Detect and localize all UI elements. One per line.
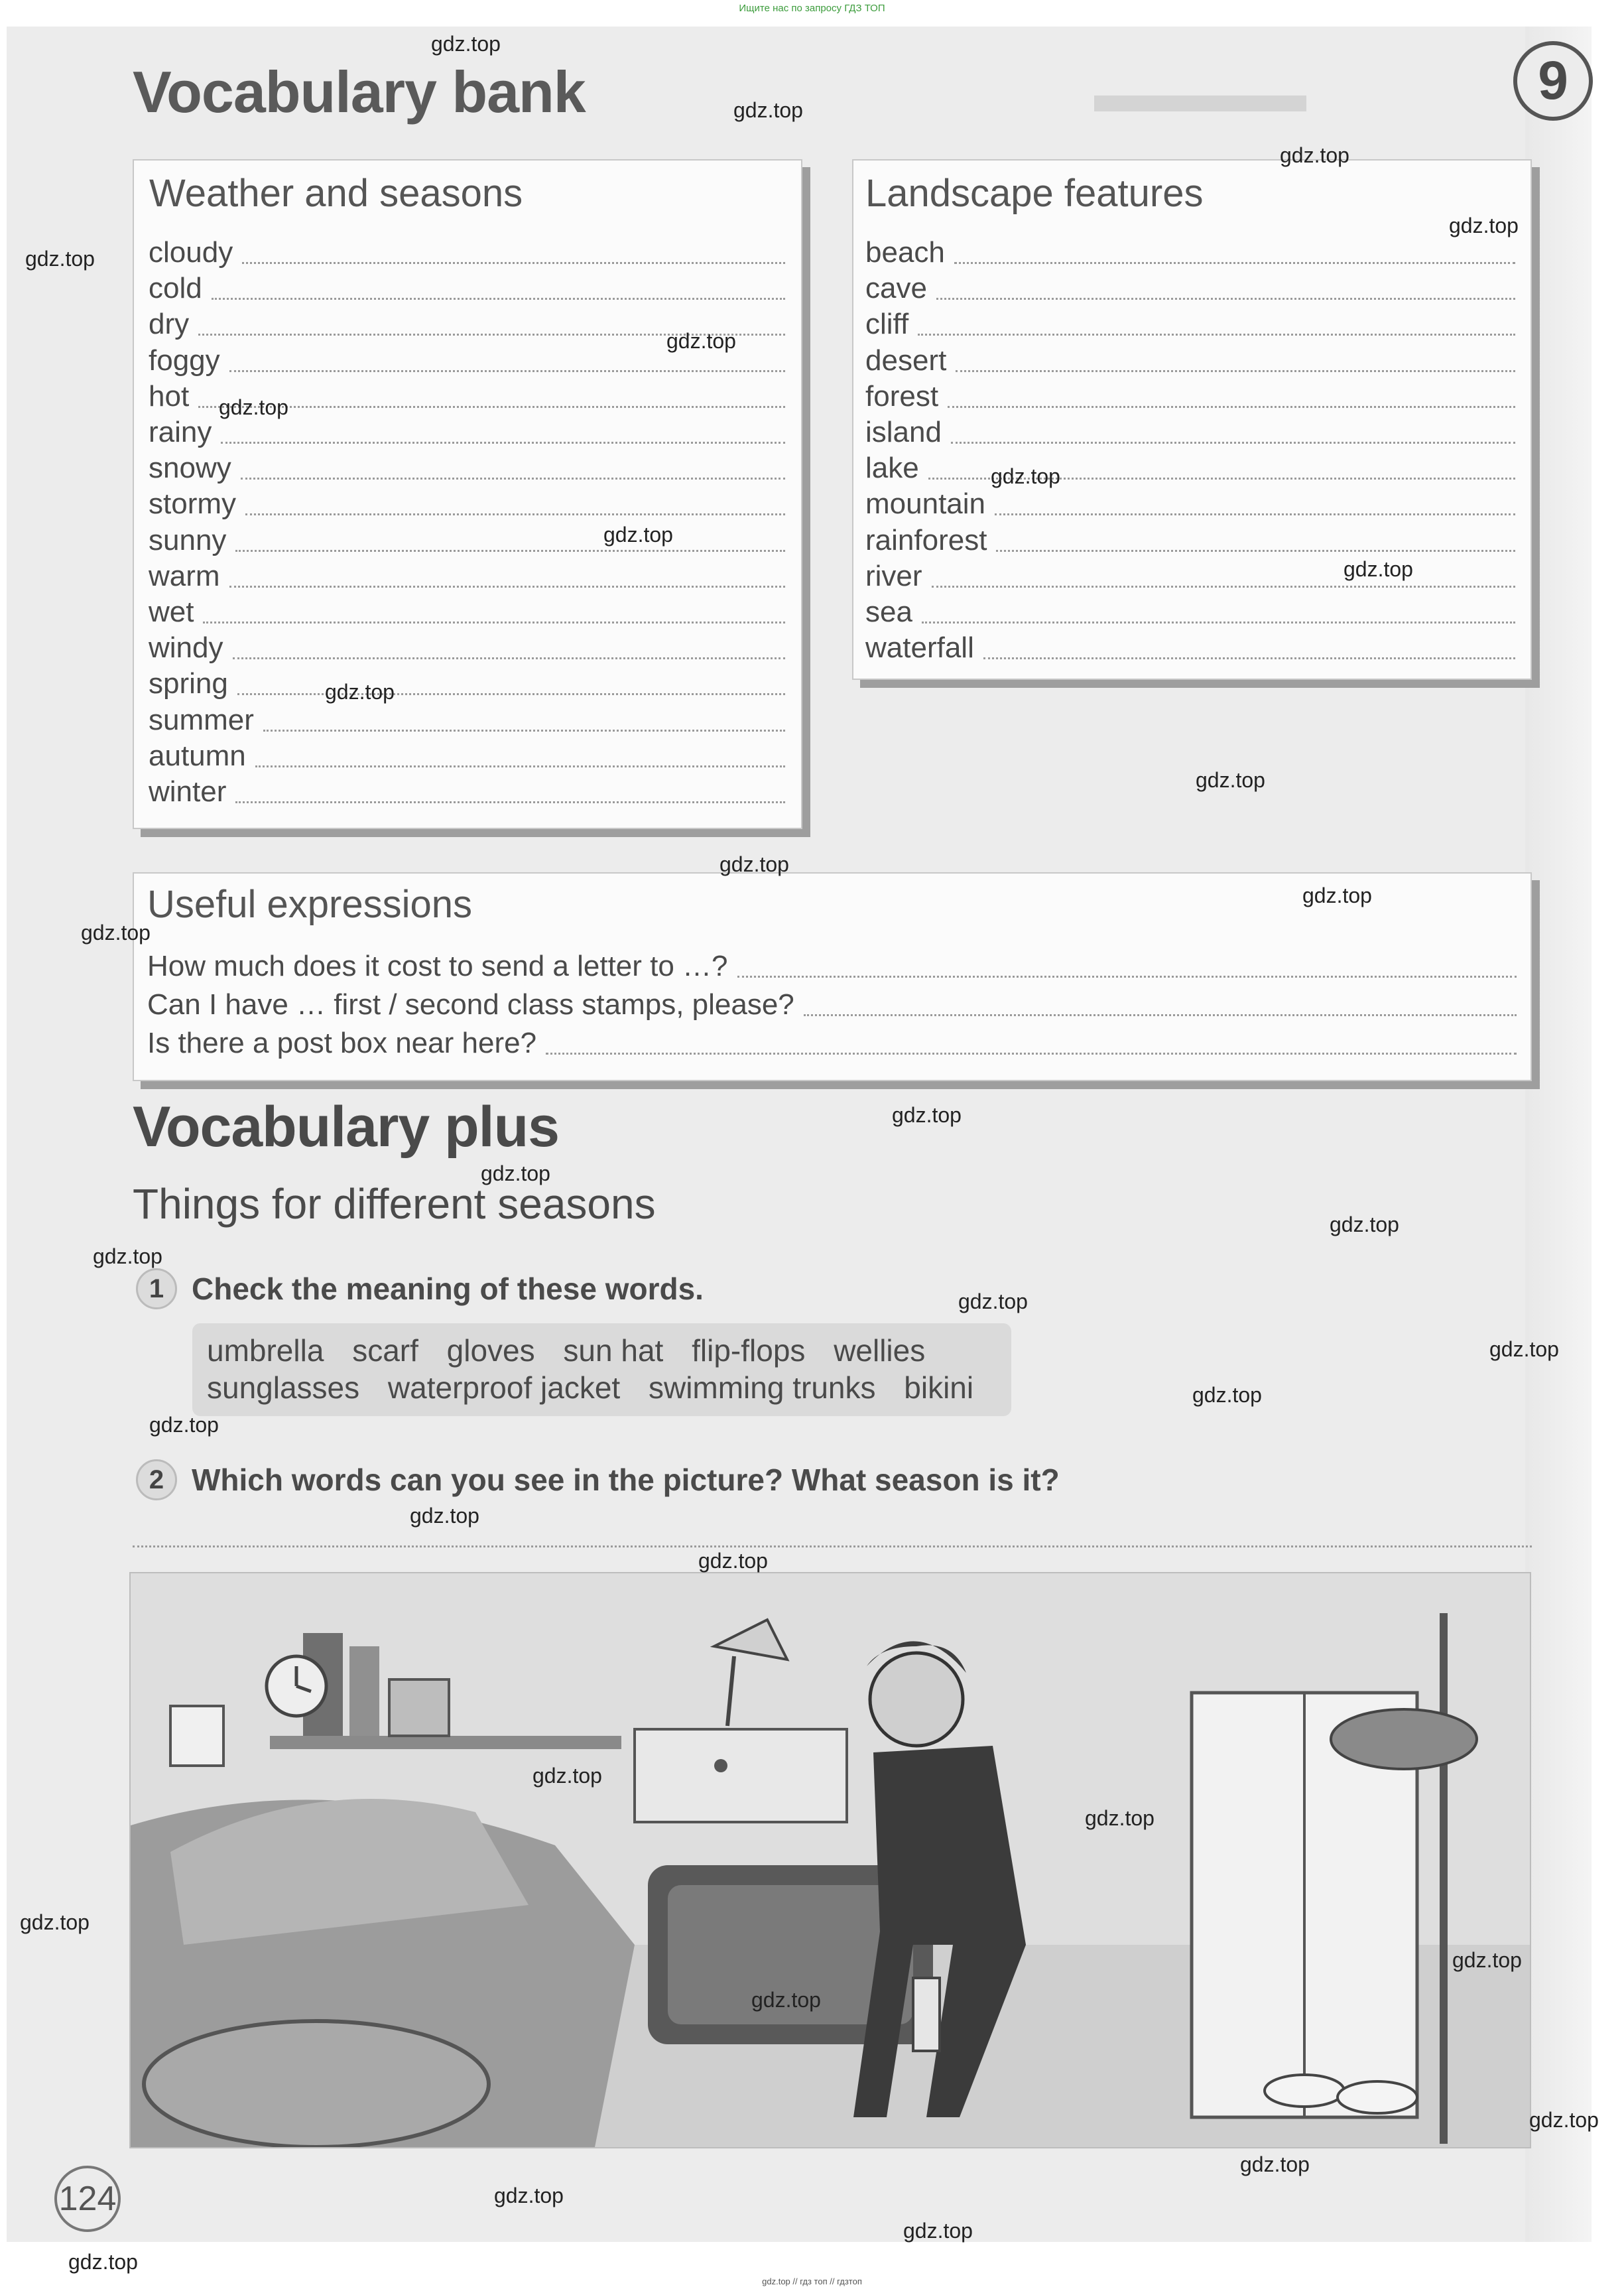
weather-word: foggy — [149, 344, 220, 377]
answer-dotted-line — [737, 976, 1517, 978]
task-1-text: Check the meaning of these words. — [192, 1272, 704, 1306]
watermark-text: gdz.top — [20, 1910, 90, 1934]
weather-row — [149, 630, 785, 666]
weather-row — [149, 558, 785, 594]
answer-dotted-line — [995, 513, 1515, 515]
weather-row — [149, 594, 785, 630]
word-box-item: scarf — [352, 1333, 418, 1368]
landscape-row — [865, 594, 1515, 630]
weather-word: autumn — [149, 739, 246, 772]
useful-expression-row — [147, 987, 1517, 1023]
weather-card-title: Weather and seasons — [149, 172, 523, 215]
weather-word: sunny — [149, 523, 227, 557]
task-2-answer-line — [133, 1545, 1532, 1547]
answer-dotted-line — [932, 586, 1515, 588]
landscape-word: cliff — [865, 308, 909, 341]
useful-expression-word: Can I have … first / second class stamps, please? — [147, 988, 794, 1021]
section-subtitle: Things for different seasons — [133, 1180, 656, 1228]
watermark-text: gdz.top — [751, 1988, 821, 2012]
word-box-item: bikini — [904, 1370, 974, 1405]
landscape-word: mountain — [865, 488, 986, 521]
watermark-text: gdz.top — [603, 523, 673, 547]
weather-word: cold — [149, 272, 202, 305]
watermark-text: gdz.top — [903, 2219, 973, 2243]
watermark-text: gdz.top — [481, 1161, 550, 1185]
weather-word: wet — [149, 596, 194, 628]
useful-expression-word: Is there a post box near here? — [147, 1027, 537, 1059]
word-box-item: waterproof jacket — [387, 1370, 621, 1405]
weather-row — [149, 738, 785, 774]
weather-row — [149, 774, 785, 810]
landscape-word: lake — [865, 452, 919, 485]
answer-dotted-line — [936, 298, 1515, 300]
watermark-text: gdz.top — [494, 2184, 564, 2207]
answer-dotted-line — [255, 765, 785, 767]
answer-dotted-line — [948, 406, 1515, 408]
landscape-word: island — [865, 416, 942, 448]
landscape-word: forest — [865, 379, 939, 413]
bedroom-packing-illustration — [129, 1572, 1531, 2148]
watermark-text: gdz.top — [149, 1413, 219, 1437]
weather-word: warm — [149, 559, 220, 592]
landscape-row — [865, 415, 1515, 450]
watermark-text: gdz.top — [532, 1764, 602, 1788]
useful-expression-row — [147, 949, 1517, 984]
watermark-text: gdz.top — [1343, 557, 1413, 581]
task-2-number: 2 — [136, 1459, 177, 1500]
page-number: 124 — [54, 2166, 121, 2232]
answer-dotted-line — [951, 442, 1515, 444]
landscape-word: rainforest — [865, 523, 987, 557]
word-box-item: umbrella — [207, 1333, 324, 1368]
weather-word: windy — [149, 631, 223, 665]
word-box — [192, 1323, 1011, 1416]
watermark-text: gdz.top — [1489, 1337, 1559, 1361]
word-box-item: gloves — [446, 1333, 535, 1368]
weather-row — [149, 415, 785, 450]
useful-expression-word: How much does it cost to send a letter to …? — [147, 950, 728, 982]
illustration-drawing — [131, 1573, 1530, 2147]
watermark-text: gdz.top — [81, 921, 151, 945]
weather-word: rainy — [149, 416, 212, 448]
weather-word: summer — [149, 703, 254, 736]
word-box-item: wellies — [834, 1333, 926, 1368]
section-title: Vocabulary plus — [133, 1095, 559, 1159]
show-through-decoration: ▬▬▬▬ — [1094, 64, 1306, 123]
weather-row — [149, 523, 785, 558]
answer-dotted-line — [956, 370, 1515, 372]
weather-row — [149, 450, 785, 486]
useful-expression-row — [147, 1025, 1517, 1061]
landscape-row — [865, 306, 1515, 342]
watermark-text: gdz.top — [1085, 1806, 1155, 1830]
task-1-number: 1 — [136, 1268, 177, 1309]
weather-word: spring — [149, 667, 228, 700]
weather-word: winter — [149, 775, 227, 808]
landscape-row — [865, 379, 1515, 415]
landscape-row — [865, 558, 1515, 594]
answer-dotted-line — [233, 657, 786, 659]
watermark-text: gdz.top — [719, 852, 789, 876]
watermark-text: gdz.top — [1302, 884, 1372, 907]
watermark-text: gdz.top — [1529, 2108, 1599, 2132]
word-box-item: sunglasses — [207, 1370, 360, 1405]
watermark-text: gdz.top — [1449, 214, 1519, 237]
watermark-text: gdz.top — [1192, 1383, 1262, 1407]
weather-row — [149, 235, 785, 271]
landscape-word: beach — [865, 236, 945, 269]
task-2-text: Which words can you see in the picture? What season is it? — [192, 1463, 1060, 1497]
watermark-text: gdz.top — [666, 329, 736, 353]
watermark-text: gdz.top — [958, 1289, 1028, 1313]
landscape-word: desert — [865, 344, 947, 377]
weather-word: cloudy — [149, 236, 233, 269]
weather-word: dry — [149, 308, 190, 341]
answer-dotted-line — [241, 478, 785, 480]
task-2 — [136, 1459, 1060, 1500]
watermark-text: gdz.top — [219, 395, 288, 419]
answer-dotted-line — [229, 370, 785, 372]
landscape-card-title: Landscape features — [865, 172, 1204, 215]
landscape-row — [865, 523, 1515, 558]
answer-dotted-line — [229, 586, 785, 588]
answer-dotted-line — [212, 298, 785, 300]
watermark-text: gdz.top — [431, 32, 501, 56]
answer-dotted-line — [263, 730, 785, 732]
weather-word: snowy — [149, 452, 231, 485]
watermark-text: gdz.top — [1452, 1948, 1522, 1972]
answer-dotted-line — [245, 513, 785, 515]
weather-word: hot — [149, 379, 190, 413]
answer-dotted-line — [954, 262, 1515, 264]
watermark-text: gdz.top — [698, 1549, 768, 1573]
word-box-item: flip-flops — [692, 1333, 806, 1368]
watermark-text: gdz.top — [892, 1103, 962, 1127]
watermark-text: gdz.top — [1280, 143, 1349, 167]
answer-dotted-line — [242, 262, 785, 264]
unit-badge: 9 — [1513, 41, 1593, 121]
answer-dotted-line — [546, 1053, 1517, 1055]
watermark-text: gdz.top — [1196, 768, 1265, 792]
watermark-text: gdz.top — [1330, 1213, 1399, 1236]
page-title: Vocabulary bank — [133, 59, 586, 125]
watermark-text: gdz.top — [68, 2250, 138, 2274]
landscape-row — [865, 271, 1515, 306]
useful-card-title: Useful expressions — [147, 883, 472, 926]
weather-row — [149, 666, 785, 702]
landscape-row — [865, 343, 1515, 379]
watermark-text: gdz.top — [1240, 2152, 1310, 2176]
landscape-row — [865, 630, 1515, 666]
task-1 — [136, 1268, 704, 1309]
weather-word: stormy — [149, 488, 236, 521]
watermark-text: gdz.top — [991, 464, 1060, 488]
weather-row — [149, 486, 785, 522]
answer-dotted-line — [235, 801, 785, 803]
answer-dotted-line — [203, 622, 785, 623]
landscape-row — [865, 235, 1515, 271]
landscape-word: waterfall — [865, 631, 974, 665]
weather-row — [149, 702, 785, 738]
answer-dotted-line — [983, 657, 1515, 659]
answer-dotted-line — [235, 550, 785, 552]
answer-dotted-line — [922, 622, 1515, 623]
watermark-text: gdz.top — [733, 98, 803, 122]
word-box-item: sun hat — [563, 1333, 664, 1368]
watermark-text: gdz.top — [25, 247, 95, 271]
answer-dotted-line — [804, 1014, 1517, 1016]
landscape-row — [865, 486, 1515, 522]
landscape-row — [865, 450, 1515, 486]
top-note: Ищите нас по запросу ГДЗ ТОП — [739, 3, 885, 14]
watermark-text: gdz.top — [410, 1504, 479, 1528]
answer-dotted-line — [996, 550, 1515, 552]
watermark-text: gdz.top — [93, 1244, 162, 1268]
landscape-word: river — [865, 559, 922, 592]
word-box-line-2 — [207, 1370, 993, 1406]
watermark-text: gdz.top — [325, 680, 395, 704]
word-box-line-1 — [207, 1333, 945, 1368]
page-edge-shade — [1525, 27, 1592, 2242]
landscape-word: cave — [865, 272, 927, 305]
answer-dotted-line — [237, 693, 785, 695]
weather-row — [149, 271, 785, 306]
answer-dotted-line — [221, 442, 785, 444]
word-box-item: swimming trunks — [648, 1370, 876, 1405]
landscape-word: sea — [865, 596, 912, 628]
bottom-note: gdz.top // гдз топ // гдзтоп — [762, 2276, 862, 2286]
answer-dotted-line — [918, 334, 1515, 336]
